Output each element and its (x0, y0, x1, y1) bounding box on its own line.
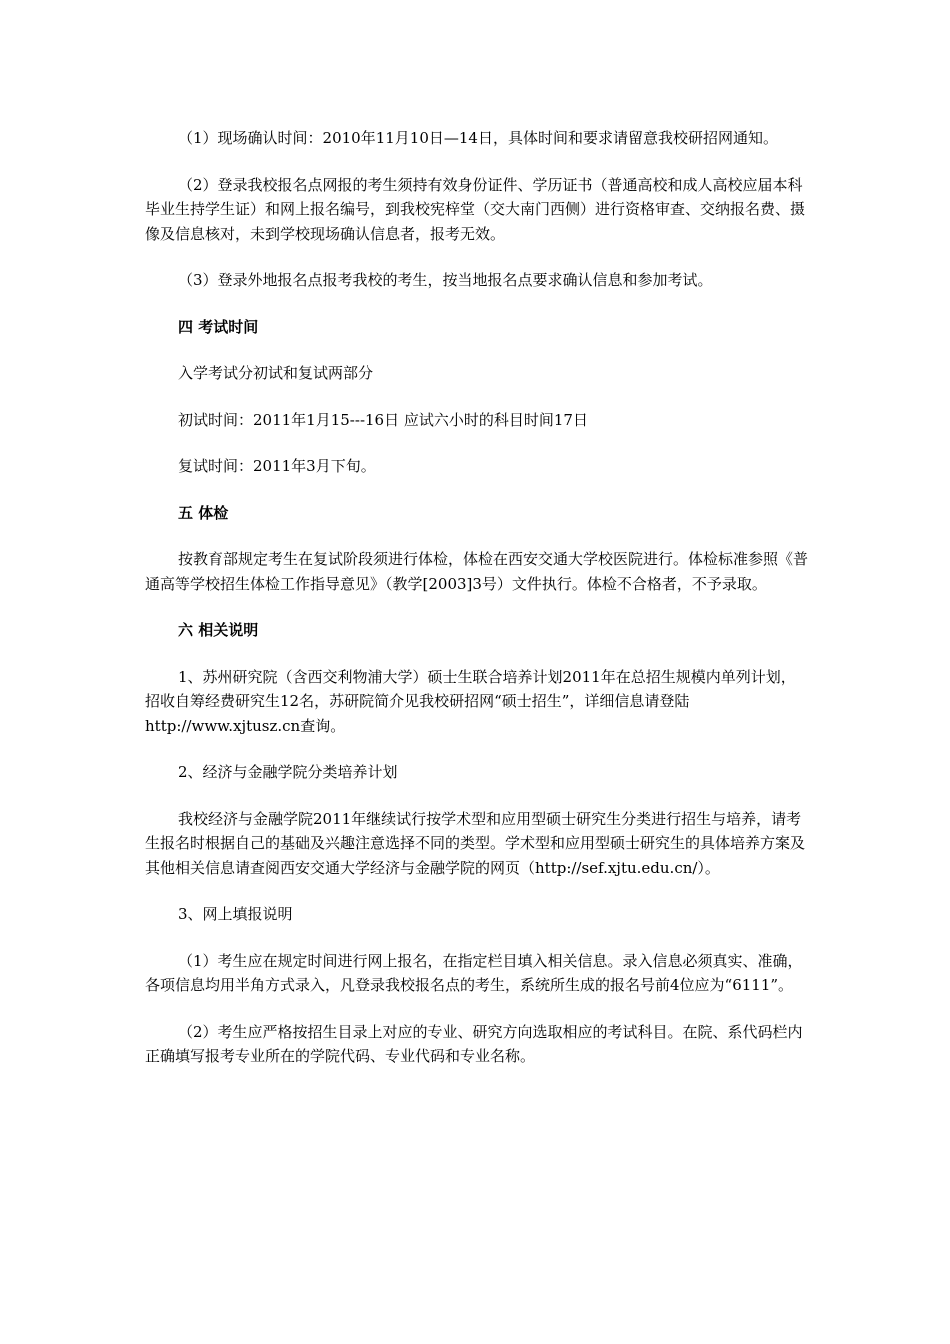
document-page (145, 126, 810, 1069)
section-heading-exam-time: 四 考试时间 (178, 317, 259, 336)
econ-plan-title: 2、经济与金融学院分类培养计划 (178, 763, 398, 781)
online-reg-rule-2: （2）考生应严格按招生目录上对应的专业、研究方向选取相应的考试科目。在院、系代码栏内正确填写报考专业所在的学院代码、专业代码和专业名称。 (145, 1022, 803, 1065)
online-reg-rule-1: （1）考生应在规定时间进行网上报名，在指定栏目填入相关信息。录入信息必须真实、准确，各项信息均用半角方式录入，凡登录我校报名点的考生，系统所生成的报名号前4位应为“6111”。 (145, 951, 803, 994)
online-reg-title: 3、网上填报说明 (178, 905, 293, 923)
exam-parts-paragraph: 入学考试分初试和复试两部分 (178, 364, 374, 382)
other-site-paragraph: （3）登录外地报名点报考我校的考生，按当地报名点要求确认信息和参加考试。 (178, 271, 713, 289)
onsite-confirm-paragraph: （2）登录我校报名点网报的考生须持有效身份证件、学历证书（普通高校和成人高校应届本科毕业生持学生证）和网上报名编号，到我校宪梓堂（交大南门西侧）进行资格审查、交纳报名费、摄像及信息核对，未到学校现场确认信息者，报考无效。 (145, 175, 806, 243)
section-heading-notes: 六 相关说明 (178, 621, 259, 639)
health-check-paragraph: 按教育部规定考生在复试阶段须进行体检，体检在西安交通大学校医院进行。体检标准参照《普通高等学校招生体检工作指导意见》（教学[2003]3号）文件执行。体检不合格者，不予录取。 (145, 550, 809, 593)
retest-time-paragraph: 复试时间：2011年3月下旬。 (178, 457, 376, 475)
section-heading-health-check: 五 体检 (178, 503, 229, 522)
confirm-time-paragraph: （1）现场确认时间：2010年11月10日—14日，具体时间和要求请留意我校研招网通知。 (178, 129, 778, 147)
suzhou-program-paragraph: 1、苏州研究院（含西交利物浦大学）硕士生联合培养计划2011年在总招生规模内单列计划，招收自筹经费研究生12名，苏研院简介见我校研招网“硕士招生”，详细信息请登陆http://www.xjtusz.cn查询。 (145, 667, 796, 735)
econ-plan-paragraph: 我校经济与金融学院2011年继续试行按学术型和应用型硕士研究生分类进行招生与培养，请考生报名时根据自己的基础及兴趣注意选择不同的类型。学术型和应用型硕士研究生的具体培养方案及其他相关信息请查阅西安交通大学经济与金融学院的网页（http://sef.xjtu.edu.cn/）。 (145, 809, 806, 877)
first-exam-time-paragraph: 初试时间：2011年1月15---16日 应试六小时的科目时间17日 (178, 410, 588, 429)
